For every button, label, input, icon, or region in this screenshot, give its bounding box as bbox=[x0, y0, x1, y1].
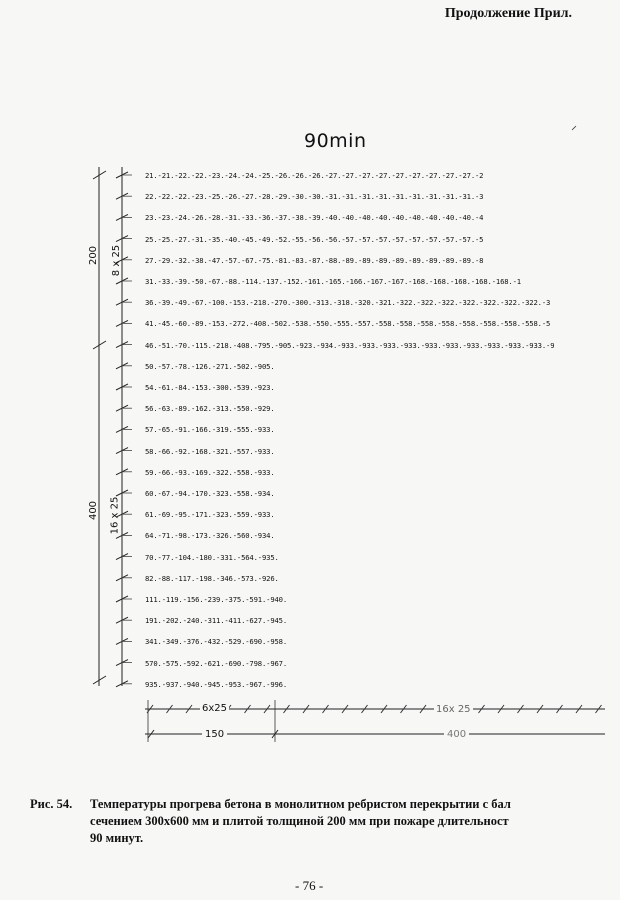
temperature-row: 61.-69.-95.-171.-323.-559.-933. bbox=[145, 510, 275, 520]
caption-line-3: 90 минут. bbox=[90, 831, 144, 845]
temperature-row: 36.-39.-49.-67.-100.-153.-218.-270.-300.-313.-318.-320.-321.-322.-322.-322.-322.-322.-322.-322.-3 bbox=[145, 298, 551, 308]
caption-text bbox=[90, 796, 600, 847]
dim-left-bottom-step: 16 x 25 bbox=[109, 496, 121, 535]
temperature-row: 23.-23.-24.-26.-28.-31.-33.-36.-37.-38.-39.-40.-40.-40.-40.-40.-40.-40.-40.-40.-4 bbox=[145, 213, 484, 223]
scan-mark bbox=[572, 126, 576, 130]
dim-bottom-left-step: 6x25 bbox=[202, 703, 228, 714]
page-number: - 76 - bbox=[295, 878, 324, 893]
temperature-row: 570.-575.-592.-621.-690.-798.-967. bbox=[145, 658, 288, 668]
temperature-row: 41.-45.-60.-89.-153.-272.-408.-502.-538.-550.-555.-557.-558.-558.-558.-558.-558.-558.-558.-558.-5 bbox=[145, 319, 551, 329]
temperature-row: 64.-71.-98.-173.-326.-560.-934. bbox=[145, 531, 275, 541]
caption-line-2: сечением 300х600 мм и плитой толщиной 200 мм при пожаре длительност bbox=[90, 814, 509, 828]
temperature-row: 70.-77.-104.-180.-331.-564.-935. bbox=[145, 552, 279, 562]
temperature-row: 111.-119.-156.-239.-375.-591.-940. bbox=[145, 595, 288, 604]
temperature-row: 54.-61.-84.-153.-300.-539.-923. bbox=[145, 383, 275, 392]
temperature-row: 191.-202.-240.-311.-411.-627.-945. bbox=[145, 616, 288, 626]
dim-left-top-step: 8 x 25 bbox=[111, 244, 123, 277]
temperature-row: 21.-21.-22.-22.-23.-24.-24.-25.-26.-26.-26.-27.-27.-27.-27.-27.-27.-27.-27.-27.-2 bbox=[145, 171, 484, 180]
dim-left-bottom-total: 400 bbox=[88, 500, 100, 521]
temperature-row: 25.-25.-27.-31.-35.-40.-45.-49.-52.-55.-56.-56.-57.-57.-57.-57.-57.-57.-57.-57.-5 bbox=[145, 234, 484, 244]
temperature-row: 60.-67.-94.-170.-323.-558.-934. bbox=[145, 489, 275, 498]
temperature-row: 341.-349.-376.-432.-529.-690.-958. bbox=[145, 637, 288, 647]
dim-bottom-right-total: 400 bbox=[444, 729, 469, 740]
temperature-row: 46.-51.-70.-115.-218.-408.-795.-905.-923.-934.-933.-933.-933.-933.-933.-933.-933.-933.-933.-933.-9 bbox=[145, 340, 555, 350]
dim-bottom-right-step: 16x 25 bbox=[436, 704, 471, 715]
caption-label: Рис. 54. bbox=[30, 797, 73, 811]
temperature-row: 27.-29.-32.-38.-47.-57.-67.-75.-81.-83.-87.-88.-89.-89.-89.-89.-89.-89.-89.-89.-8 bbox=[145, 255, 484, 265]
dim-left-top-total: 200 bbox=[88, 245, 100, 266]
temperature-row: 935.-937.-940.-945.-953.-967.-996. bbox=[145, 679, 288, 689]
temperature-row: 22.-22.-22.-23.-25.-26.-27.-28.-29.-30.-30.-31.-31.-31.-31.-31.-31.-31.-31.-31.-3 bbox=[145, 192, 484, 202]
temperature-row: 31.-33.-39.-50.-67.-88.-114.-137.-152.-161.-165.-166.-167.-167.-168.-168.-168.-168.-168.-1 bbox=[145, 277, 521, 286]
temperature-row: 57.-65.-91.-166.-319.-555.-933. bbox=[145, 425, 275, 435]
figure-title: 90min bbox=[304, 130, 367, 152]
continuation-header: Продолжение Прил. bbox=[444, 6, 572, 21]
temperature-row: 58.-66.-92.-168.-321.-557.-933. bbox=[145, 446, 275, 456]
dim-bottom-left-total: 150 bbox=[202, 729, 227, 740]
caption-line-1: Температуры прогрева бетона в монолитном ребристом перекрытии с бал bbox=[90, 797, 511, 811]
temperature-row: 56.-63.-89.-162.-313.-550.-929. bbox=[145, 404, 275, 414]
temperature-row: 82.-88.-117.-198.-346.-573.-926. bbox=[145, 573, 279, 583]
temperature-row: 50.-57.-78.-126.-271.-502.-905. bbox=[145, 361, 275, 371]
temperature-row: 59.-66.-93.-169.-322.-558.-933. bbox=[145, 467, 275, 477]
